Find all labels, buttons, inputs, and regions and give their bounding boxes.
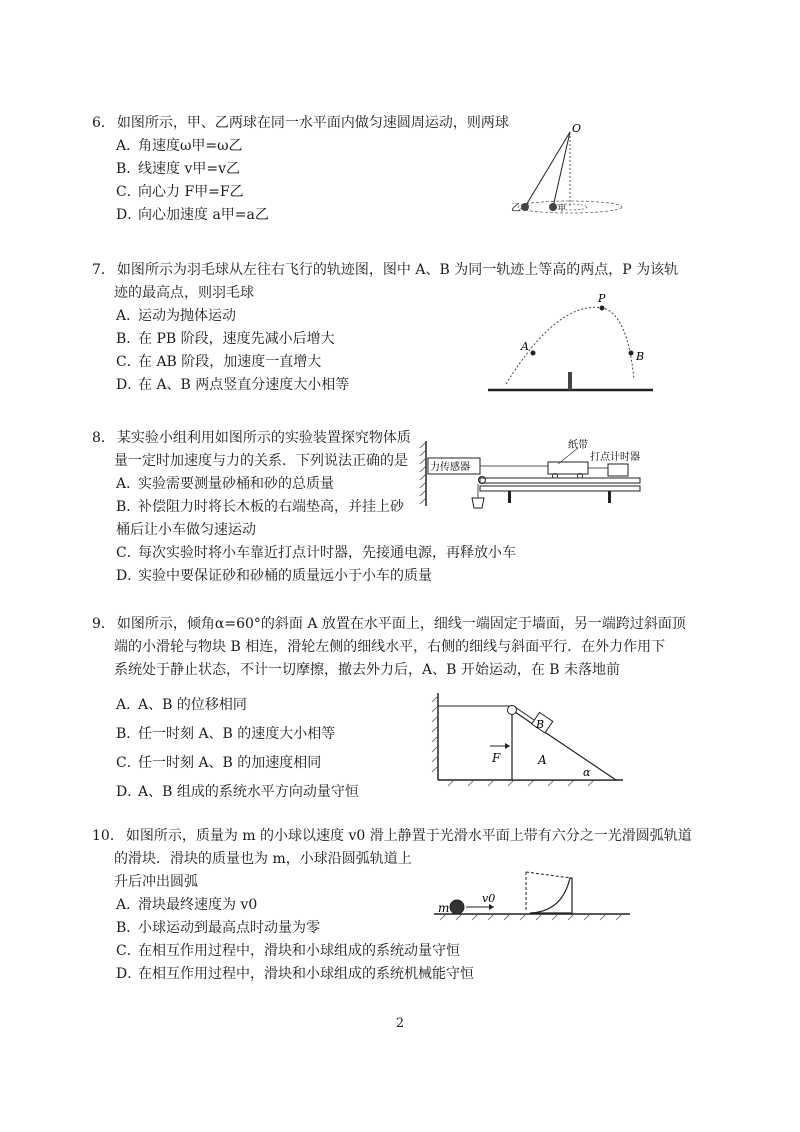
option-d: D．向心加速度 a甲=a乙: [116, 207, 269, 223]
force-sensor-label: 力传感器: [430, 462, 470, 473]
option-b-continued: 桶后让小车做匀速运动: [116, 522, 256, 538]
question-9: 9． 如图所示，倾角α=60°的斜面 A 放置在水平面上，细线一端固定于墙面，另一端跨过斜面顶 端的小滑轮与物块 B 相连，滑轮左侧的细线水平，右侧的细线与斜面平行．在外力作用下 系统处于静止状态，不计一切摩擦，撤去外力后，A、B 开始运动，在 B 未落地前 A．A、B 的位移相同 B．任一时刻 A、B 的速度大小相等 C．任一时刻 A、B 的加速度相同 D．A、B 组成的系统水平方向动量守恒: [92, 613, 702, 807]
incline-pulley-figure: [428, 688, 628, 788]
point-a-label: A: [521, 340, 529, 353]
ball-jia-label: 甲: [558, 204, 566, 213]
option-d: D．A、B 组成的系统水平方向动量守恒: [116, 784, 359, 800]
option-b: B．在 PB 阶段，速度先减小后增大: [116, 331, 335, 347]
experiment-apparatus-figure: [418, 436, 648, 516]
option-b: B．任一时刻 A、B 的速度大小相等: [116, 726, 336, 742]
option-a: A．滑块最终速度为 v0: [116, 897, 258, 913]
option-c: C．每次实验时将小车靠近打点计时器，先接通电源，再释放小车: [116, 545, 516, 561]
option-c: C．在 AB 阶段，加速度一直增大: [116, 354, 322, 370]
question-stem: 如图所示，甲、乙两球在同一水平面内做匀速圆周运动，则两球: [116, 115, 509, 131]
question-10: 10． 如图所示，质量为 m 的小球以速度 v0 滑上静置于光滑水平面上带有六分之一光滑圆弧轨道 的滑块．滑块的质量也为 m，小球沿圆弧轨道上 升后冲出圆弧 A．滑块最终速度为 v0 B．小球运动到最高点时动量为零 C．在相互作用过程中，滑块和小球组成的系统动量守恒 D．在相互作用过程中，滑块和小球组成的系统机械能守恒: [92, 825, 712, 986]
incline-a-label: A: [538, 753, 547, 767]
angle-alpha-label: α: [583, 766, 591, 779]
question-number: 6．: [92, 115, 115, 131]
block-b-label: B: [536, 718, 545, 731]
option-d: D．实验中要保证砂和砂桶的质量远小于小车的质量: [116, 568, 432, 584]
point-o-label: O: [572, 122, 582, 135]
option-a: A．A、B 的位移相同: [116, 697, 247, 713]
ball-yi-label: 乙: [511, 203, 521, 214]
force-f-label: F: [492, 751, 501, 765]
option-c: C．在相互作用过程中，滑块和小球组成的系统动量守恒: [116, 943, 460, 959]
ball-slider-figure: [434, 862, 630, 922]
option-a: A．实验需要测量砂桶和砂的总质量: [116, 476, 334, 492]
option-c: C．向心力 F甲=F乙: [116, 184, 244, 200]
timer-label: 打点计时器: [590, 452, 640, 463]
option-b: B．补偿阻力时将长木板的右端垫高，并挂上砂: [116, 499, 404, 515]
shuttlecock-trajectory-figure: [488, 290, 653, 400]
option-a: A．运动为抛体运动: [116, 308, 236, 324]
page-number: 2: [395, 1016, 405, 1031]
option-d: D．在 A、B 两点竖直分速度大小相等: [116, 377, 350, 393]
question-7: 7． 如图所示为羽毛球从左往右飞行的轨迹图，图中 A、B 为同一轨迹上等高的两点，P 为该轨 迹的最高点，则羽毛球 A．运动为抛体运动 B．在 PB 阶段，速度先减小后增大 C．在 AB 阶段，加速度一直增大 D．在 A、B 两点竖直分速度大小相等: [92, 259, 702, 397]
option-d: D．在相互作用过程中，滑块和小球组成的系统机械能守恒: [116, 966, 474, 982]
option-c: C．任一时刻 A、B 的加速度相同: [116, 755, 322, 771]
option-a: A．角速度ω甲=ω乙: [116, 138, 243, 154]
option-b: B．线速度 v甲=v乙: [116, 161, 240, 177]
option-b: B．小球运动到最高点时动量为零: [116, 920, 320, 936]
mass-m-label: m: [438, 901, 450, 915]
point-b-label: B: [636, 350, 645, 363]
question-8: 8． 某实验小组利用如图所示的实验装置探究物体质 量一定时加速度与力的关系．下列说法正确的是 A．实验需要测量砂桶和砂的总质量 B．补偿阻力时将长木板的右端垫高，并挂上砂 桶后让小车做匀速运动 C．每次实验时将小车靠近打点计时器，先接通电源，再释放小车 D．实验中要保证砂和砂桶的质量远小于小车的质量: [92, 427, 692, 588]
conical-pendulum-figure: [505, 120, 625, 220]
paper-tape-label: 纸带: [568, 440, 588, 451]
point-p-label: P: [598, 292, 606, 305]
velocity-v0-label: v0: [482, 892, 496, 905]
